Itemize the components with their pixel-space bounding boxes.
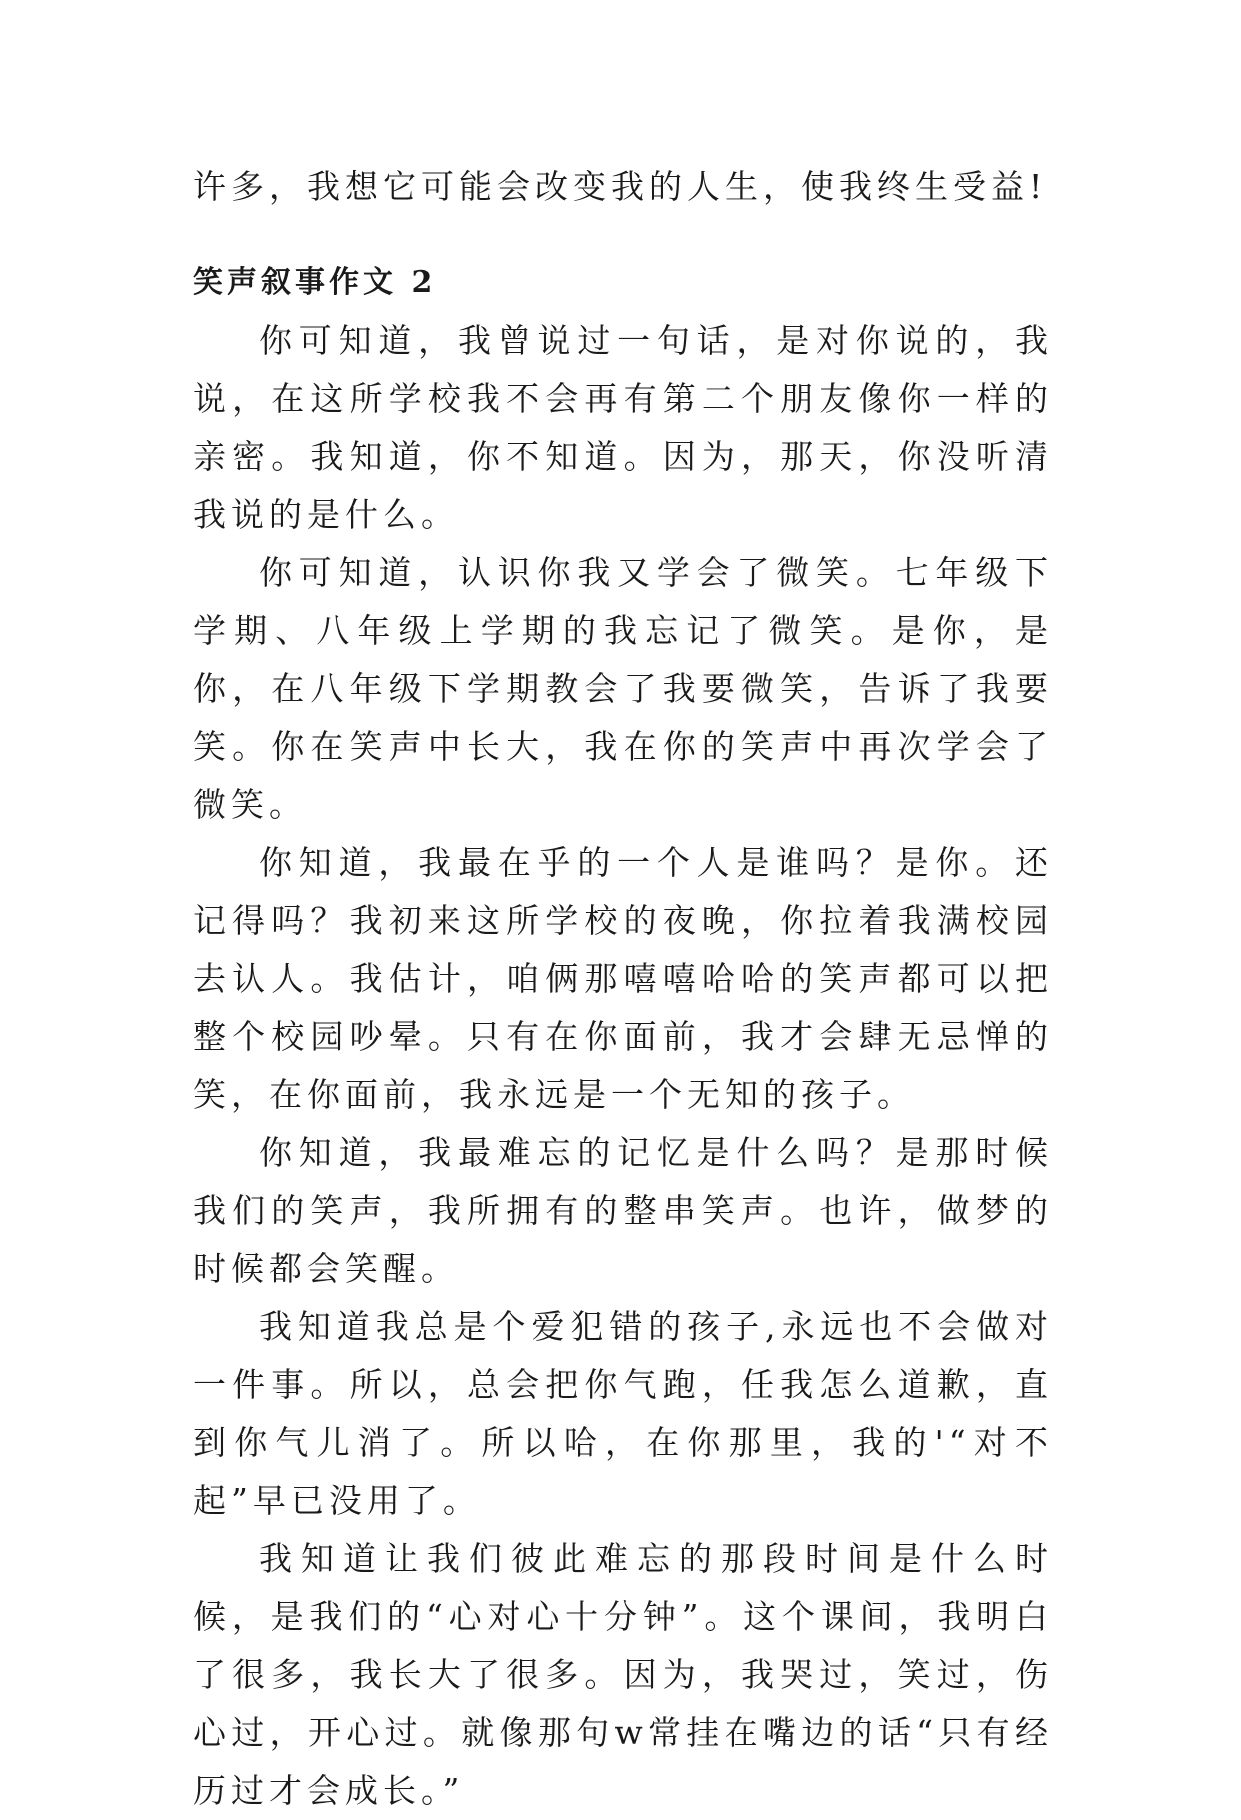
- document-body: [193, 158, 1053, 1820]
- paragraph-3: 你知道，我最在乎的一个人是谁吗？是你。还记得吗？我初来这所学校的夜晚，你拉着我满校园去认人。我估计，咱俩那嘻嘻哈哈的笑声都可以把整个校园吵晕。只有在你面前，我才会肆无忌惮的笑，在你面前，我永远是一个无知的孩子。: [193, 843, 1053, 1114]
- paragraph-4: 你知道，我最难忘的记忆是什么吗？是那时候我们的笑声，我所拥有的整串笑声。也许，做梦的时候都会笑醒。: [193, 1133, 1053, 1288]
- paragraph-6: 我知道让我们彼此难忘的那段时间是什么时候，是我们的“心对心十分钟”。这个课间，我明白了很多，我长大了很多。因为，我哭过，笑过，伤心过，开心过。就像那句w常挂在嘴边的话“只有经历过才会成长。”: [193, 1539, 1053, 1810]
- paragraph-5: 我知道我总是个爱犯错的孩子,永远也不会做对一件事。所以，总会把你气跑，任我怎么道歉，直到你气儿消了。所以哈，在你那里，我的'“对不起”早已没用了。: [193, 1307, 1053, 1520]
- continued-text-line: 许多，我想它可能会改变我的人生，使我终生受益!: [193, 167, 1048, 206]
- paragraph-2: 你可知道，认识你我又学会了微笑。七年级下学期、八年级上学期的我忘记了微笑。是你，是你，在八年级下学期教会了我要微笑，告诉了我要笑。你在笑声中长大，我在你的笑声中再次学会了微笑。: [193, 553, 1053, 824]
- paragraph-1: 你可知道，我曾说过一句话，是对你说的，我说，在这所学校我不会再有第二个朋友像你一样的亲密。我知道，你不知道。因为，那天，你没听清我说的是什么。: [193, 321, 1053, 534]
- section-title: 笑声叙事作文 2: [193, 265, 437, 300]
